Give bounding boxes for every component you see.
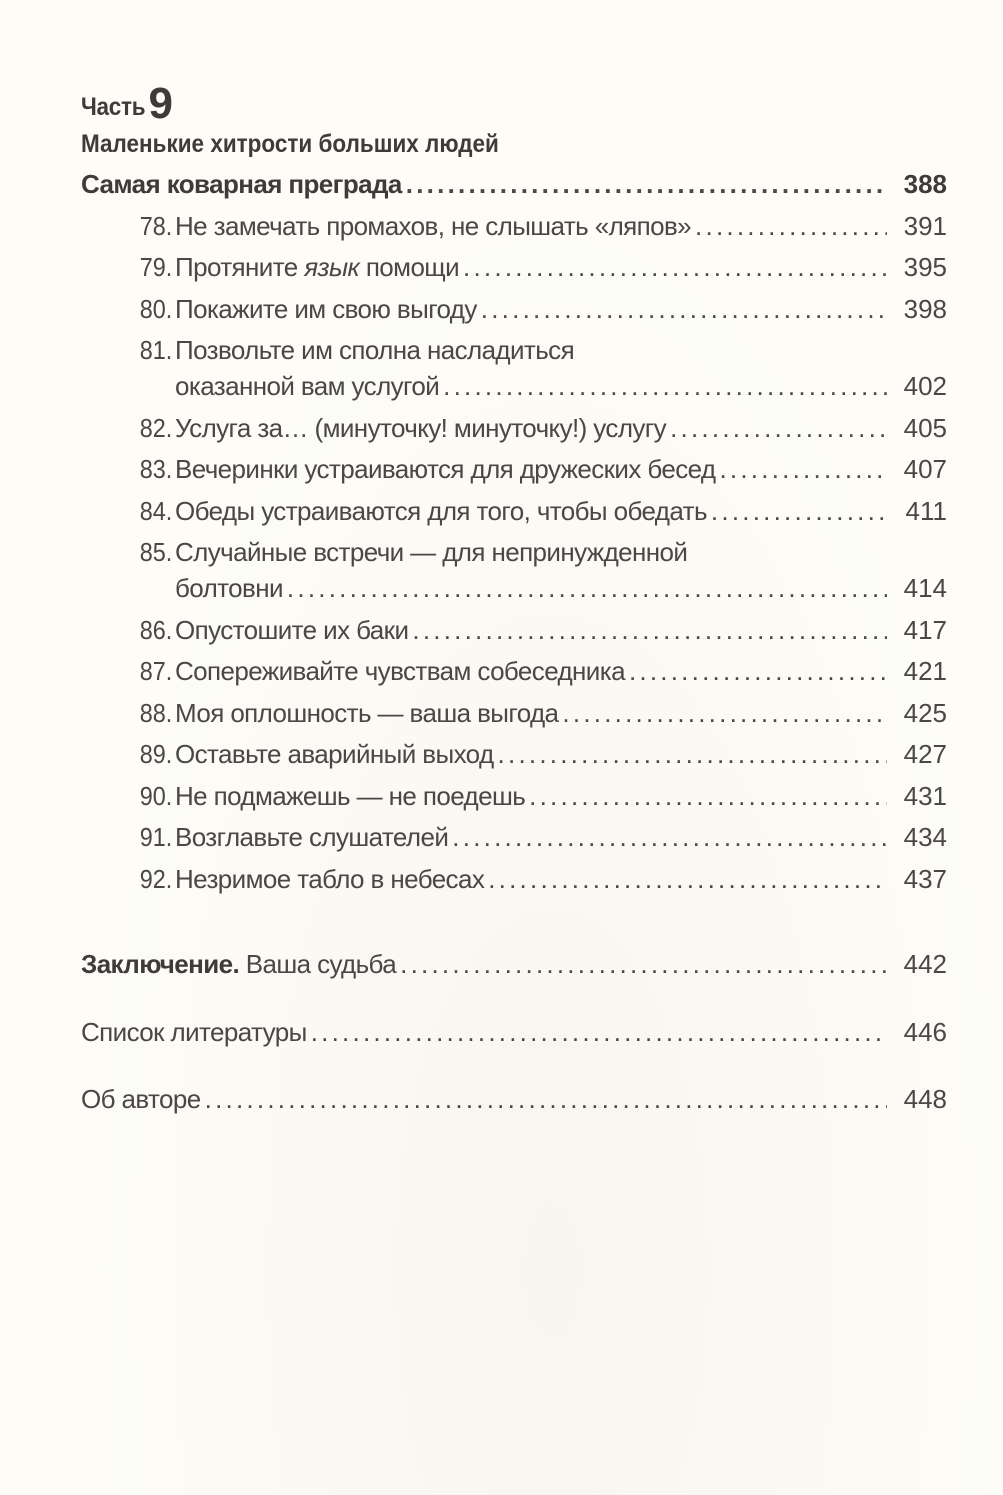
dot-leader — [481, 289, 887, 331]
dot-leader — [562, 693, 887, 735]
entry-label: Возглавьте слушателей — [175, 822, 449, 852]
entry-number: 83. — [139, 454, 173, 484]
dot-leader — [463, 247, 887, 289]
entry-page-number: 446 — [903, 1016, 947, 1047]
part-heading — [81, 78, 947, 128]
entry-label-emphasis: язык — [304, 252, 360, 282]
toc-entry-83[interactable] — [81, 449, 947, 491]
toc-entry-80[interactable] — [81, 289, 947, 331]
dot-leader — [406, 164, 887, 206]
entry-page-number: 448 — [903, 1084, 947, 1114]
dot-leader — [452, 817, 887, 859]
toc-entry-bibliography[interactable] — [81, 1012, 947, 1054]
entry-number: 86. — [139, 614, 173, 645]
toc-entry-88[interactable] — [81, 693, 947, 735]
entry-label-line-1: Случайные встречи — для непринужденной — [175, 537, 688, 567]
entry-page-number: 407 — [903, 454, 947, 484]
entry-label-line-2: оказанной вам услугой — [175, 371, 440, 401]
dot-leader — [695, 206, 887, 248]
dot-leader — [498, 734, 887, 776]
entry-number: 84. — [139, 495, 173, 526]
entry-number: 81. — [139, 335, 173, 365]
dot-leader — [711, 491, 887, 533]
conclusion-subtitle: Ваша судьба — [239, 949, 397, 979]
entry-number: 89. — [139, 739, 173, 769]
entry-page-number: 437 — [903, 863, 947, 894]
entry-page-number: 414 — [903, 573, 947, 603]
dot-leader — [529, 776, 887, 818]
entry-number: 87. — [139, 656, 173, 686]
part-number: 9 — [148, 78, 173, 128]
dot-leader — [670, 408, 887, 450]
entry-number: 80. — [139, 293, 173, 324]
dot-leader — [311, 1012, 887, 1054]
entry-page-number: 405 — [903, 412, 947, 443]
dot-leader — [443, 366, 887, 408]
entry-page-number: 434 — [903, 822, 947, 852]
entry-label-line-1: Позвольте им сполна насладиться — [175, 335, 575, 365]
entry-page-number: 398 — [903, 293, 947, 324]
toc-entry-86[interactable] — [81, 610, 947, 652]
entry-label: Обеды устраиваются для того, чтобы обедать — [175, 495, 707, 526]
entry-label: Вечеринки устраиваются для дружеских бесед — [175, 454, 716, 484]
dot-leader — [629, 651, 887, 693]
entry-page-number: 442 — [903, 949, 947, 979]
table-of-contents — [81, 78, 947, 1121]
entry-number: 88. — [139, 697, 173, 728]
entry-page-number: 431 — [903, 780, 947, 811]
toc-entry-91[interactable] — [81, 817, 947, 859]
entry-label: Сопереживайте чувствам собеседника — [175, 656, 625, 686]
entry-label: Об авторе — [81, 1084, 201, 1114]
entry-number: 82. — [139, 412, 173, 443]
entry-label: Не подмажешь — не поедешь — [175, 780, 526, 811]
entry-number: 92. — [139, 863, 173, 894]
entry-label-part: помощи — [359, 252, 460, 282]
dot-leader — [488, 859, 887, 901]
entry-label-line-2: болтовни — [175, 573, 283, 603]
dot-leader — [205, 1079, 887, 1121]
entry-label: Моя оплошность — ваша выгода — [175, 697, 559, 728]
dot-leader — [412, 610, 887, 652]
entry-label — [175, 247, 459, 289]
toc-entry-82[interactable] — [81, 408, 947, 450]
entry-number: 78. — [139, 210, 173, 241]
section-label: Самая коварная преграда — [81, 169, 402, 199]
entry-page-number: 395 — [903, 252, 947, 282]
spacer — [81, 986, 947, 1012]
entry-label: Покажите им свою выгоду — [175, 293, 477, 324]
entry-label — [81, 944, 396, 986]
entry-number: 85. — [139, 537, 173, 567]
entry-label: Незримое табло в небесах — [175, 863, 485, 894]
dot-leader — [400, 944, 887, 986]
entry-label: Услуга за… (минуточку! минуточку!) услугу — [175, 412, 667, 443]
entry-label: Опустошите их баки — [175, 614, 409, 645]
spacer — [81, 900, 947, 944]
toc-entry-79[interactable] — [81, 247, 947, 289]
entry-page-number: 402 — [903, 371, 947, 401]
toc-entry-about-author[interactable] — [81, 1079, 947, 1121]
toc-section-row[interactable] — [81, 164, 947, 206]
spacer — [81, 1053, 947, 1079]
entry-label: Оставьте аварийный выход — [175, 739, 494, 769]
toc-entry-81[interactable] — [81, 330, 947, 408]
entry-page-number: 421 — [903, 656, 947, 686]
toc-entry-conclusion[interactable] — [81, 944, 947, 986]
entry-label: Список литературы — [81, 1016, 307, 1047]
dot-leader — [719, 449, 887, 491]
dot-leader — [287, 568, 887, 610]
entry-page-number: 425 — [903, 697, 947, 728]
entry-number: 91. — [139, 822, 173, 852]
toc-entry-78[interactable] — [81, 206, 947, 248]
toc-entry-90[interactable] — [81, 776, 947, 818]
conclusion-bold-label: Заключение. — [81, 949, 240, 979]
entry-number: 79. — [139, 252, 173, 282]
toc-entry-89[interactable] — [81, 734, 947, 776]
toc-entry-85[interactable] — [81, 532, 947, 610]
entry-label-part: Протяните — [175, 252, 305, 282]
part-word: Часть — [81, 93, 146, 121]
entry-page-number: 411 — [905, 495, 947, 526]
entry-label: Не замечать промахов, не слышать «ляпов» — [175, 210, 692, 241]
part-title: Маленькие хитрости больших людей — [81, 130, 499, 158]
toc-entry-92[interactable] — [81, 859, 947, 901]
toc-entry-87[interactable] — [81, 651, 947, 693]
entry-number: 90. — [139, 780, 173, 811]
entry-page-number: 417 — [903, 614, 947, 645]
section-page-number: 388 — [903, 169, 947, 199]
entry-page-number: 427 — [903, 739, 947, 769]
entry-page-number: 391 — [903, 210, 947, 241]
toc-entry-84[interactable] — [81, 491, 947, 533]
